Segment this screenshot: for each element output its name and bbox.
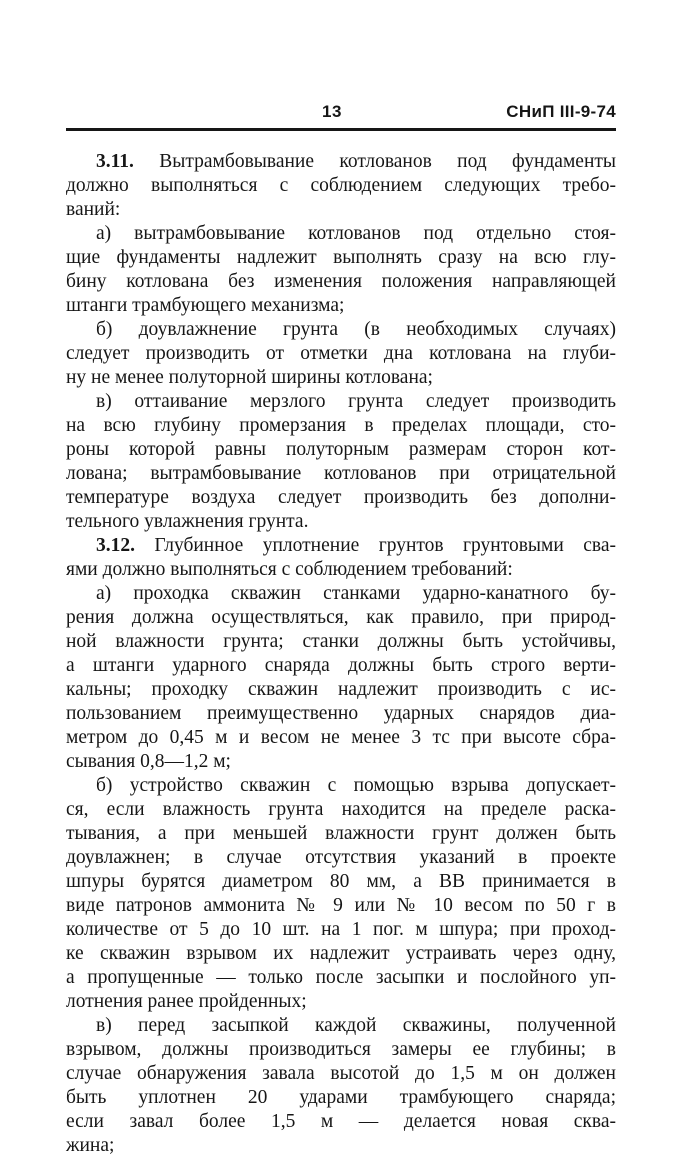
header-rule bbox=[66, 128, 616, 131]
paragraph-line: доувлажнен; в случае отсутствия указаний в проекте bbox=[66, 847, 616, 868]
paragraph-line: виде патронов аммонита № 9 или № 10 весом по 50 г в bbox=[66, 895, 616, 916]
paragraph-line: а штанги ударного снаряда должны быть строго верти- bbox=[66, 655, 616, 676]
paragraph-line: рения должна осуществляться, как правило, при природ- bbox=[66, 607, 616, 628]
paragraph-line: б) устройство скважин с помощью взрыва допускает- bbox=[96, 775, 616, 796]
paragraph-line: температуре воздуха следует производить без дополни- bbox=[66, 487, 616, 508]
section-number: 3.12. bbox=[96, 535, 135, 556]
paragraph-line: шпуры бурятся диаметром 80 мм, а ВВ принимается в bbox=[66, 871, 616, 892]
paragraph-line: штанги трамбующего механизма; bbox=[66, 295, 345, 316]
section-number: 3.11. bbox=[96, 151, 134, 172]
paragraph-line: на всю глубину промерзания в пределах площади, сто- bbox=[66, 415, 616, 436]
paragraph-line: должно выполняться с соблюдением следующих требо- bbox=[66, 175, 616, 196]
paragraph-line: в) оттаивание мерзлого грунта следует производить bbox=[96, 391, 616, 412]
paragraph-line: ной влажности грунта; станки должны быть устойчивы, bbox=[66, 631, 616, 652]
paragraph-line: тельного увлажнения грунта. bbox=[66, 511, 309, 532]
paragraph-line: бину котлована без изменения положения направляющей bbox=[66, 271, 616, 292]
paragraph-line: в) перед засыпкой каждой скважины, полученной bbox=[96, 1015, 616, 1036]
paragraph-line: лована; вытрамбовывание котлованов при отрицательной bbox=[66, 463, 616, 484]
paragraph-line: б) доувлажнение грунта (в необходимых случаях) bbox=[96, 319, 616, 340]
body-text bbox=[66, 150, 616, 1158]
paragraph-line: ями должно выполняться с соблюдением требований: bbox=[66, 559, 513, 580]
paragraph-line: метром до 0,45 м и весом не менее 3 тс при высоте сбра- bbox=[66, 727, 616, 748]
page-number: 13 bbox=[322, 102, 342, 121]
paragraph-line: жина; bbox=[66, 1135, 115, 1156]
paragraph-line: а) проходка скважин станками ударно-канатного бу- bbox=[96, 583, 616, 604]
paragraph-line: а пропущенные — только после засыпки и послойного уп- bbox=[66, 967, 616, 988]
paragraph-line: сывания 0,8—1,2 м; bbox=[66, 751, 231, 772]
paragraph-line: пользованием преимущественно ударных снарядов диа- bbox=[66, 703, 616, 724]
paragraph-line: роны которой равны полуторным размерам сторон кот- bbox=[66, 439, 616, 460]
paragraph-line: случае обнаружения завала высотой до 1,5 м он должен bbox=[66, 1063, 616, 1084]
paragraph-line: а) вытрамбовывание котлованов под отдельно стоя- bbox=[96, 223, 616, 244]
paragraph-line: количестве от 5 до 10 шт. на 1 пог. м шпура; при проход- bbox=[66, 919, 616, 940]
paragraph-line: если завал более 1,5 м — делается новая сква- bbox=[66, 1111, 616, 1132]
paragraph-line: взрывом, должны производиться замеры ее глубины; в bbox=[66, 1039, 616, 1060]
paragraph-line: быть уплотнен 20 ударами трамбующего снаряда; bbox=[66, 1087, 616, 1108]
paragraph-line: следует производить от отметки дна котлована на глуби- bbox=[66, 343, 616, 364]
paragraph-line: 3.12. Глубинное уплотнение грунтов грунтовыми сва- bbox=[96, 535, 616, 556]
paragraph-line: 3.11. Вытрамбовывание котлованов под фундаменты bbox=[96, 151, 617, 172]
document-code: СНиП III-9-74 bbox=[506, 102, 616, 121]
paragraph-line: тывания, а при меньшей влажности грунт должен быть bbox=[66, 823, 616, 844]
paragraph-line: кальны; проходку скважин надлежит производить с ис- bbox=[66, 679, 616, 700]
paragraph-line: ке скважин взрывом их надлежит устраивать через одну, bbox=[66, 943, 616, 964]
page-header bbox=[66, 100, 616, 130]
paragraph-line: лотнения ранее пройденных; bbox=[66, 991, 307, 1012]
paragraph-line: ся, если влажность грунта находится на пределе раска- bbox=[66, 799, 616, 820]
paragraph-line: ваний: bbox=[66, 199, 121, 220]
paragraph-line: ну не менее полуторной ширины котлована; bbox=[66, 367, 433, 388]
paragraph-line: щие фундаменты надлежит выполнять сразу на всю глу- bbox=[66, 247, 616, 268]
